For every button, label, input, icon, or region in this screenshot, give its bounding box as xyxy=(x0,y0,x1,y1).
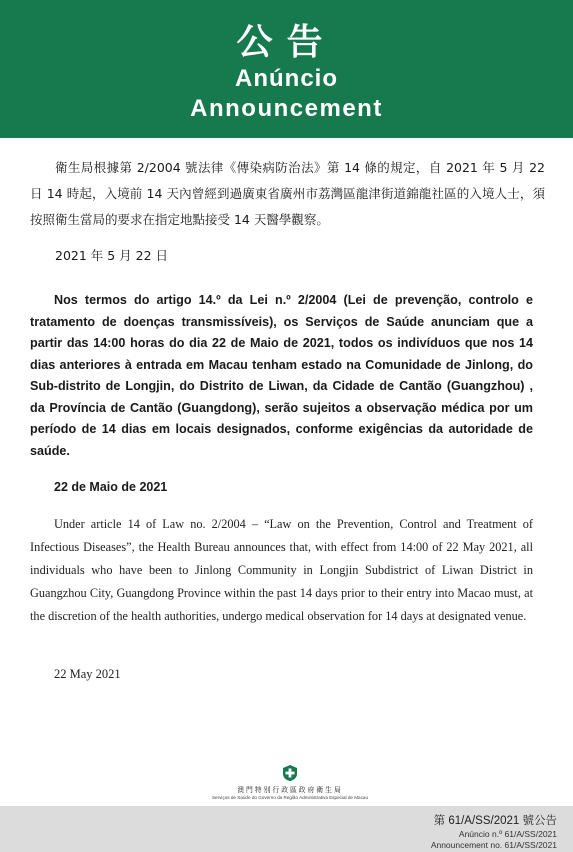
reference-chinese: 第 61/A/SS/2021 號公告 xyxy=(433,815,557,827)
chinese-date: 2021 年 5 月 22 日 xyxy=(55,248,169,263)
reference-portuguese: Anúncio n.º 61/A/SS/2021 xyxy=(458,829,557,839)
portuguese-paragraph: Nos termos do artigo 14.º da Lei n.º 2/2004 (Lei de prevenção, controlo e tratamento de doenças transmissíveis), os Serviços de Saúde anunciam que a partir das 14:00 horas do dia 22 de Maio de 2021, todos os indivíduos que nos 14 dias anteriores à entrada em Macau tenham estado na Comunidade de Jinlong, do Sub-distrito de Longjin, do Distrito de Liwan, da Cidade de Cantão (Guangzhou) , da Província de Cantão (Guangdong), serão sujeitos a observação médica por um período de 14 dias em locais designados, conforme exigências da autoridade de saúde. xyxy=(30,293,533,458)
portuguese-date: 22 de Maio de 2021 xyxy=(54,480,168,494)
logo-name-chinese: 澳門特別行政區政府衛生局 xyxy=(237,786,343,794)
title-chinese: 公告 xyxy=(236,22,337,63)
chinese-paragraph: 衛生局根據第 2/2004 號法律《傳染病防治法》第 14 條的規定，自 2021 年 5 月 22 日 14 時起，入境前 14 天內曾經到過廣東省廣州市荔灣區龍津街道錦龍社區的入境人士，須按照衛生當局的要求在指定地點接受 14 天醫學觀察。 xyxy=(30,160,545,227)
english-date: 22 May 2021 xyxy=(54,667,121,681)
english-paragraph: Under article 14 of Law no. 2/2004 – “Law on the Prevention, Control and Treatment of Infectious Diseases”, the Health Bureau announces that, with effect from 14:00 of 22 May 2021, all individuals who have been to Jinlong Community in Longjin Subdistrict of Liwan District in Guangzhou City, Guangdong Province within the past 14 days prior to their entry into Macao must, at the discretion of the health authorities, undergo medical observation for 14 days at designated venue. xyxy=(30,517,533,623)
logo-name-portuguese: Serviços de Saúde do Governo da Região Administrativa Especial de Macau xyxy=(211,795,369,800)
health-bureau-logo xyxy=(205,764,375,800)
title-portuguese: Anúncio xyxy=(235,65,338,92)
health-bureau-emblem-icon xyxy=(281,764,299,782)
reference-english: Announcement no. 61/A/SS/2021 xyxy=(430,840,557,850)
title-english: Announcement xyxy=(190,95,383,122)
announcement-header xyxy=(0,0,573,138)
